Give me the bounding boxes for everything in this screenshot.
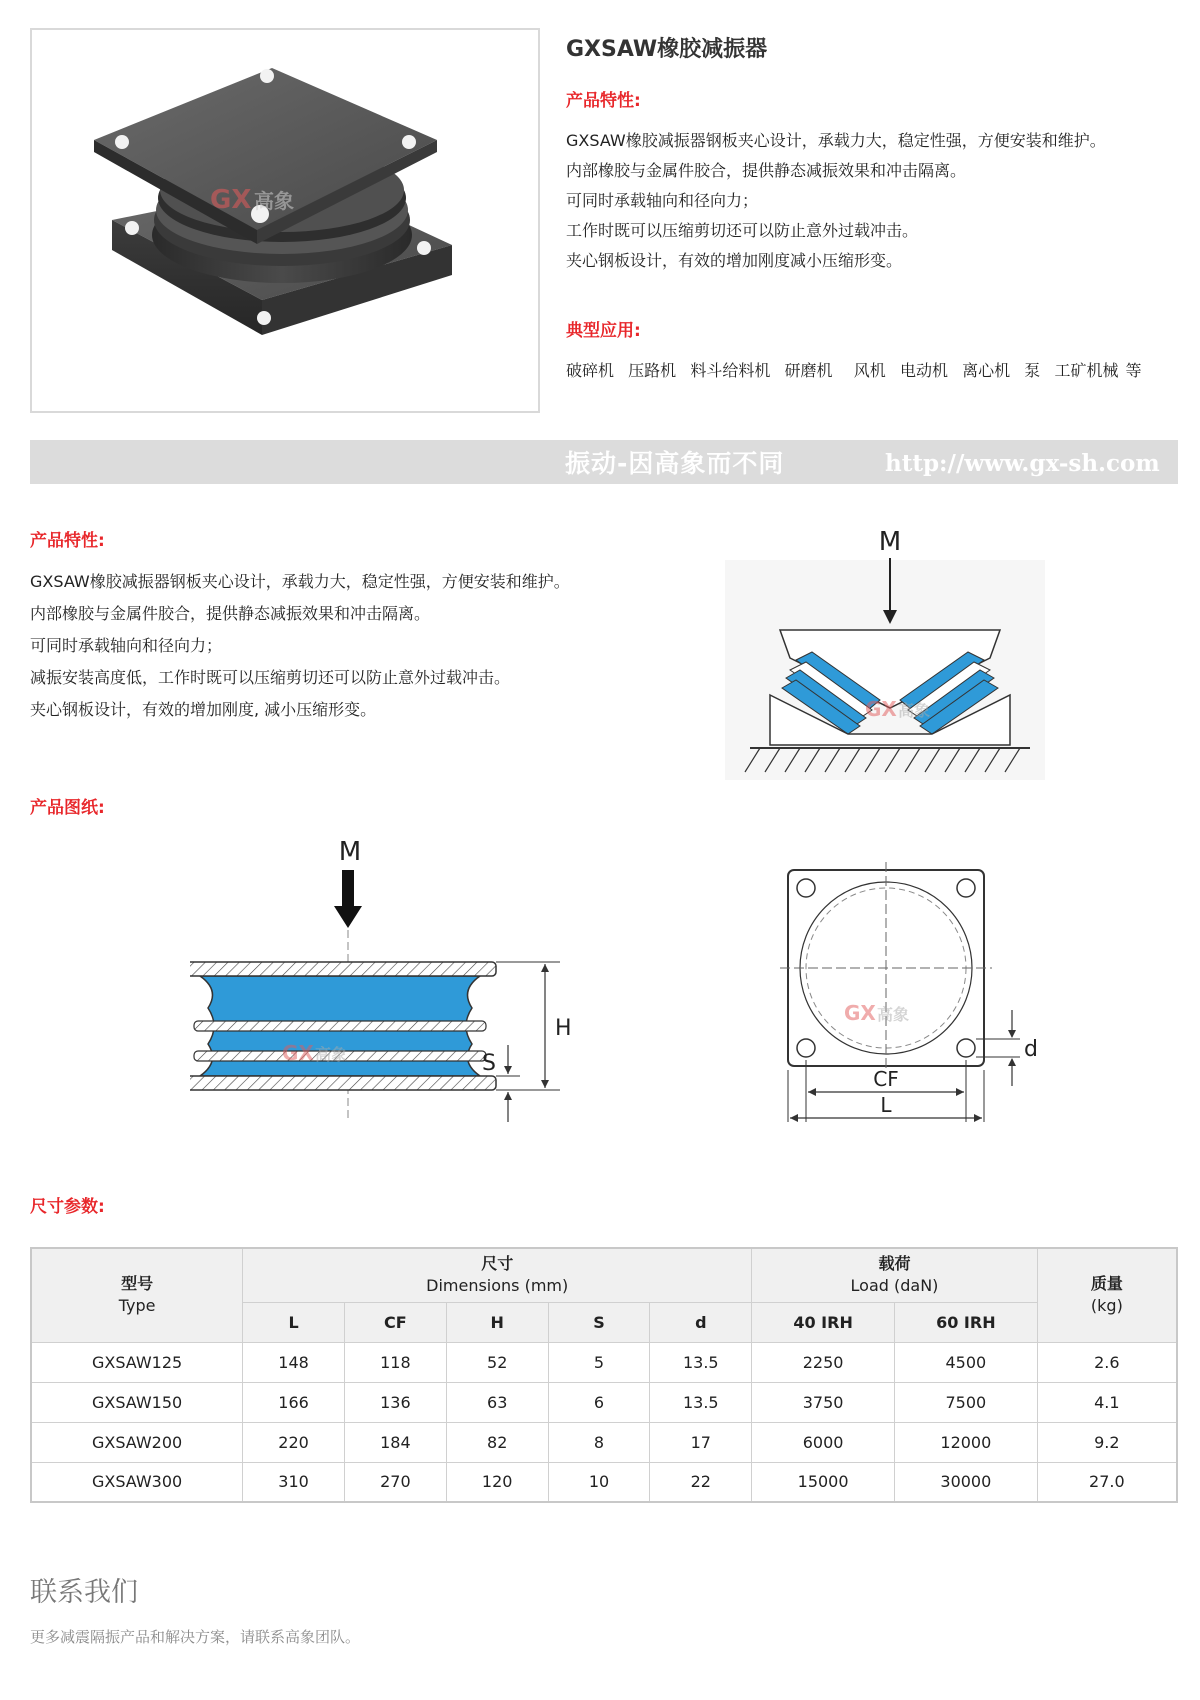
diagram-label-d: d [1024,1037,1038,1062]
watermark-name: 高象 [877,1005,910,1024]
table-row [31,1342,1177,1382]
table-cell: 82 [446,1422,548,1462]
diagram-label-m: M [338,837,362,867]
table-cell: 9.2 [1037,1422,1177,1462]
table-cell: GXSAW150 [31,1382,243,1422]
diagram-label-cf: CF [873,1067,899,1091]
table-cell: 30000 [894,1462,1037,1502]
table-cell: 4.1 [1037,1382,1177,1422]
table-cell: 270 [344,1462,446,1502]
header-col-60irh: 60 IRH [894,1302,1037,1342]
header-col-s: S [548,1302,650,1342]
banner-slogan: 振动-因高象而不同 [565,449,785,478]
feature-item: 工作时既可以压缩剪切还可以防止意外过载冲击。 [566,221,919,240]
table-cell: 148 [243,1342,345,1382]
table-cell: 13.5 [650,1342,752,1382]
table-cell: 220 [243,1422,345,1462]
table-cell: 15000 [752,1462,895,1502]
header-load: 载荷 Load (daN) [752,1248,1038,1302]
table-cell: 6 [548,1382,650,1422]
isolator-photo-illustration [32,30,538,411]
features-list-top [566,126,1186,276]
watermark-brand: GX [865,697,897,721]
header-col-d: d [650,1302,752,1342]
load-arrow-shaft [342,870,354,906]
contact-text: 更多减震隔振产品和解决方案，请联系高象团队。 [30,1628,361,1646]
header-mass: 质量 (kg) [1037,1248,1177,1342]
table-row [31,1382,1177,1422]
product-title: GXSAW橡胶减振器 [566,37,768,62]
load-arrow-head [334,906,362,928]
table-row [31,1422,1177,1462]
top-view-drawing [770,850,1050,1130]
watermark-brand: GX [282,1041,314,1065]
table-cell: 10 [548,1462,650,1502]
table-cell: 310 [243,1462,345,1502]
table-cell: 3750 [752,1382,895,1422]
table-cell: 2250 [752,1342,895,1382]
diagram-label-m: M [878,527,902,557]
features-list-bottom [30,566,710,726]
table-cell: GXSAW200 [31,1422,243,1462]
product-photo [30,28,540,413]
watermark-brand: GX [210,185,252,215]
table-cell: 120 [446,1462,548,1502]
feature-item: GXSAW橡胶减振器钢板夹心设计，承载力大，稳定性强，方便安装和维护。 [566,131,1106,150]
watermark-brand: GX [844,1001,876,1025]
features-heading-bottom: 产品特性: [30,531,105,551]
banner-url-link[interactable]: http://www.gx-sh.com [885,450,1160,477]
feature-item: 夹心钢板设计，有效的增加刚度, 减小压缩形变。 [30,700,377,719]
size-heading: 尺寸参数: [30,1197,105,1217]
drawing-heading: 产品图纸: [30,798,105,818]
features-heading-top: 产品特性: [566,91,641,111]
table-cell: GXSAW125 [31,1342,243,1382]
load-principle-diagram [720,520,1050,785]
table-cell: 4500 [894,1342,1037,1382]
applications-text: 破碎机 压路机 料斗给料机 研磨机 风机 电动机 离心机 泵 工矿机械 等 [566,361,1142,380]
header-col-40irh: 40 IRH [752,1302,895,1342]
gx-watermark-logo [282,1041,347,1065]
feature-item: 内部橡胶与金属件胶合，提供静态减振效果和冲击隔离。 [30,604,431,623]
header-col-h: H [446,1302,548,1342]
table-cell: 118 [344,1342,446,1382]
header-type: 型号 Type [31,1248,243,1342]
table-cell: 22 [650,1462,752,1502]
gx-watermark-logo [844,1001,909,1025]
table-cell: 184 [344,1422,446,1462]
feature-item: 可同时承载轴向和径向力； [566,191,759,210]
table-row [31,1462,1177,1502]
table-cell: 52 [446,1342,548,1382]
feature-item: 夹心钢板设计，有效的增加刚度减小压缩形变。 [566,251,903,270]
table-cell: 7500 [894,1382,1037,1422]
header-dimensions: 尺寸 Dimensions (mm) [243,1248,752,1302]
feature-item: 可同时承载轴向和径向力； [30,636,223,655]
table-cell: 166 [243,1382,345,1422]
contact-title: 联系我们 [30,1577,138,1608]
table-cell: 8 [548,1422,650,1462]
table-cell: GXSAW300 [31,1462,243,1502]
feature-item: GXSAW橡胶减振器钢板夹心设计，承载力大，稳定性强，方便安装和维护。 [30,572,570,591]
table-cell: 5 [548,1342,650,1382]
applications-heading: 典型应用: [566,321,641,341]
header-col-cf: CF [344,1302,446,1342]
watermark-name: 高象 [254,189,294,213]
table-cell: 136 [344,1382,446,1422]
table-cell: 6000 [752,1422,895,1462]
table-cell: 27.0 [1037,1462,1177,1502]
header-col-l: L [243,1302,345,1342]
spec-table [30,1247,1178,1503]
watermark-name: 高象 [315,1045,348,1064]
table-cell: 2.6 [1037,1342,1177,1382]
diagram-label-l: L [880,1093,892,1117]
table-cell: 63 [446,1382,548,1422]
diagram-label-h: H [555,1016,572,1041]
feature-item: 内部橡胶与金属件胶合，提供静态减振效果和冲击隔离。 [566,161,967,180]
table-cell: 13.5 [650,1382,752,1422]
watermark-name: 高象 [898,701,931,720]
side-section-drawing [190,830,650,1140]
table-cell: 12000 [894,1422,1037,1462]
gx-watermark-logo [865,697,930,721]
feature-item: 减振安装高度低，工作时既可以压缩剪切还可以防止意外过载冲击。 [30,668,511,687]
table-cell: 17 [650,1422,752,1462]
diagram-label-s: S [482,1051,496,1076]
